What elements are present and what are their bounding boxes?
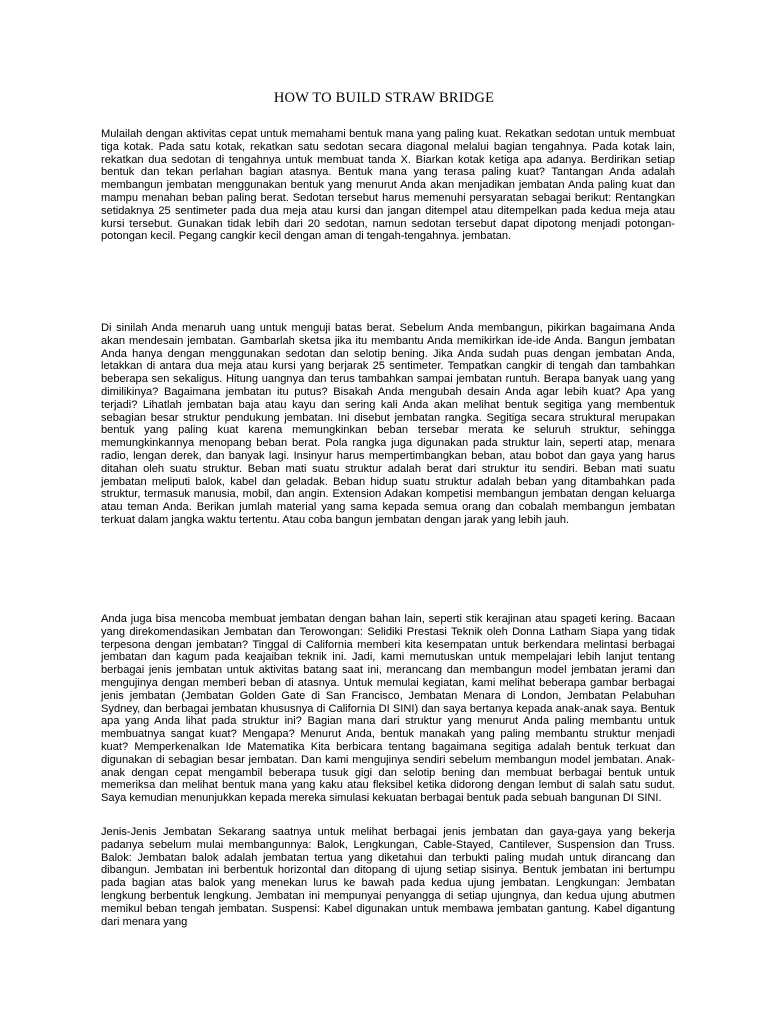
paragraph-weight-test: Di sinilah Anda menaruh uang untuk menguji batas berat. Sebelum Anda membangun, pikirkan bagaimana Anda akan mendesain jembatan. Gambarlah sketsa jika itu membantu Anda memikirkan ide-ide Anda. Bangun jembatan Anda hanya dengan menggunakan sedotan dan selotip bening. Jika Anda sudah puas dengan jembatan Anda, letakkan di antara dua meja atau kursi yang berjarak 25 sentimeter. Tempatkan cangkir di tengah dan tambahkan beberapa sen sekaligus. Hitung uangnya dan terus tambahkan sampai jembatan runtuh. Berapa banyak uang yang dimilikinya? Bagaimana jembatan itu putus? Bisakah Anda mengubah desain Anda agar lebih kuat? Apa yang terjadi? Lihatlah jembatan baja atau kayu dan sering kali Anda akan melihat bentuk segitiga yang membentuk sebagian besar struktur pendukung jembatan. Ini disebut jembatan rangka. Segitiga secara struktural merupakan bentuk yang paling kuat karena memungkinkan beban tersebar merata ke seluruh struktur, sehingga memungkinkannya menopang beban berat. Pola rangka juga digunakan pada struktur lain, seperti atap, menara radio, lengan derek, dan banyak lagi. Insinyur harus mempertimbangkan beban, atau bobot dan gaya yang harus ditahan oleh suatu struktur. Beban mati suatu struktur adalah berat dari struktur itu sendiri. Beban mati suatu jembatan meliputi balok, kabel dan geladak. Beban hidup suatu struktur adalah beban yang ditambahkan pada struktur, termasuk manusia, mobil, dan angin. Extension Adakan kompetisi membangun jembatan dengan keluarga atau teman Anda. Berikan jumlah material yang sama kepada semua orang dan cobalah membangun jembatan terkuat dalam jangka waktu tertentu. Atau coba bangun jembatan dengan jarak yang lebih jauh. — [101, 322, 675, 526]
paragraph-other-materials: Anda juga bisa mencoba membuat jembatan dengan bahan lain, seperti stik kerajinan atau spageti kering. Bacaan yang direkomendasikan Jembatan dan Terowongan: Selidiki Prestasi Teknik oleh Donna Latham Siapa yang tidak terpesona dengan jembatan? Tinggal di California memberi kita kesempatan untuk berkendara melintasi berbagai jembatan dan kagum pada keajaiban teknik ini. Jadi, kami memutuskan untuk mempelajari lebih lanjut tentang berbagai jenis jembatan untuk aktivitas batang saat ini, merancang dan membangun model jembatan jerami dan mengujinya dengan memberi beban di atasnya. Untuk memulai kegiatan, kami melihat beberapa gambar berbagai jenis jembatan (Jembatan Golden Gate di San Francisco, Jembatan Menara di London, Jembatan Pelabuhan Sydney, dan berbagai jembatan khususnya di California DI SINI) dan saya bertanya kepada anak-anak saya. Bentuk apa yang Anda lihat pada struktur ini? Bagian mana dari struktur yang menurut Anda paling membantu untuk membuatnya sangat kuat? Mengapa? Menurut Anda, bentuk manakah yang paling membantu struktur menjadi kuat? Memperkenalkan Ide Matematika Kita berbicara tentang bagaimana segitiga adalah bentuk terkuat dan digunakan di sebagian besar jembatan. Dan kami mengujinya sendiri sebelum membangun model jembatan. Anak-anak dengan cepat mengambil beberapa tusuk gigi dan selotip bening dan membuat berbagai bentuk untuk memeriksa dan melihat bentuk mana yang kaku atau fleksibel ketika didorong dengan lembut di salah satu sudut. Saya kemudian menunjukkan kepada mereka simulasi kekuatan berbagai bentuk pada sebuah bangunan DI SINI. — [101, 613, 675, 805]
paragraph-bridge-types: Jenis-Jenis Jembatan Sekarang saatnya untuk melihat berbagai jenis jembatan dan gaya-gaya yang bekerja padanya sebelum mulai membangunnya: Balok, Lengkungan, Cable-Stayed, Cantilever, Suspension dan Truss. Balok: Jembatan balok adalah jembatan tertua yang diketahui dan terbukti paling mudah untuk dirancang dan dibangun. Jembatan ini berbentuk horizontal dan ditopang di ujung setiap sisinya. Bentuk jembatan ini bertumpu pada bagian atas balok yang menekan lurus ke bawah pada kedua ujung jembatan. Lengkungan: Jembatan lengkung berbentuk lengkung. Jembatan ini mempunyai penyangga di setiap ujungnya, dan kedua ujung abutmen memikul beban tengah jembatan. Suspensi: Kabel digunakan untuk membawa jembatan gantung. Kabel digantung dari menara yang — [101, 826, 675, 928]
document-title: HOW TO BUILD STRAW BRIDGE — [273, 90, 495, 106]
paragraph-activity-intro: Mulailah dengan aktivitas cepat untuk memahami bentuk mana yang paling kuat. Rekatkan sedotan untuk membuat tiga kotak. Pada satu kotak, rekatkan satu sedotan secara diagonal melalui bagian tengahnya. Pada kotak lain, rekatkan dua sedotan di tengahnya untuk membuat tanda X. Biarkan kotak ketiga apa adanya. Berdirikan setiap bentuk dan tekan perlahan bagian atasnya. Bentuk mana yang terasa paling kuat? Tantangan Anda adalah membangun jembatan menggunakan bentuk yang menurut Anda akan menjadikan jembatan Anda paling kuat dan mampu menahan beban paling berat. Sedotan tersebut harus memenuhi persyaratan sebagai berikut: Rentangkan setidaknya 25 sentimeter pada dua meja atau kursi dan jangan ditempel atau ditempelkan pada kedua meja atau kursi tersebut. Gunakan tidak lebih dari 20 sedotan, namun sedotan tersebut dapat dipotong menjadi potongan-potongan kecil. Pegang cangkir kecil dengan aman di tengah-tengahnya. jembatan. — [101, 128, 675, 243]
